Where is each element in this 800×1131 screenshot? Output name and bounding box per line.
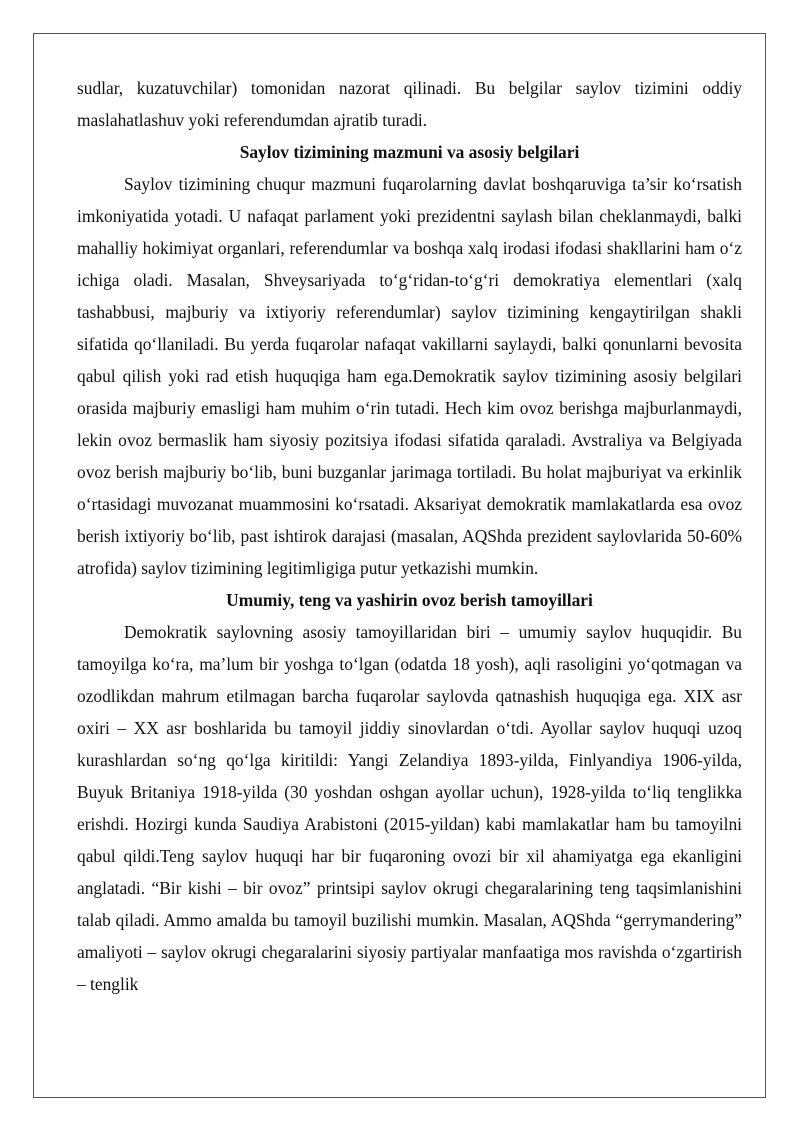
section-heading-principles: Umumiy, teng va yashirin ovoz berish tamoyillari (226, 590, 593, 610)
document-body (77, 72, 742, 1000)
section-paragraph-content: Saylov tizimining chuqur mazmuni fuqarolarning davlat boshqaruviga ta’sir ko‘rsatish imkoniyatida yotadi. U nafaqat parlament yoki prezidentni saylash bilan cheklanmaydi, balki mahalliy hokimiyat organlari, referendumlar va boshqa xalq irodasi ifodasi shakllarini ham o‘z ichiga oladi. Masalan, Shveysariyada to‘g‘ridan-to‘g‘ri demokratiya elementlari (xalq tashabbusi, majburiy va ixtiyoriy referendumlar) saylov tizimining kengaytirilgan shakli sifatida qo‘llaniladi. Bu yerda fuqarolar nafaqat vakillarni saylaydi, balki qonunlarni bevosita qabul qilish yoki rad etish huquqiga ham ega.Demokratik saylov tizimining asosiy belgilari orasida majburiy emasligi ham muhim o‘rin tutadi. Hech kim ovoz berishga majburlanmaydi, lekin ovoz bermaslik ham siyosiy pozitsiya ifodasi sifatida qaraladi. Avstraliya va Belgiyada ovoz berish majburiy bo‘lib, buni buzganlar jarimaga tortiladi. Bu holat majburiyat va erkinlik o‘rtasidagi muvozanat muammosini ko‘rsatadi. Aksariyat demokratik mamlakatlarda esa ovoz berish ixtiyoriy bo‘lib, past ishtirok darajasi (masalan, AQShda prezident saylovlarida 50-60% atrofida) saylov tizimining legitimligiga putur yetkazishi mumkin. (77, 174, 742, 578)
section-paragraph-principles: Demokratik saylovning asosiy tamoyillaridan biri – umumiy saylov huquqidir. Bu tamoyilga ko‘ra, ma’lum bir yoshga to‘lgan (odatda 18 yosh), aqli rasoligini yo‘qotmagan va ozodlikdan mahrum etilmagan barcha fuqarolar saylovda qatnashish huquqiga ega. XIX asr oxiri – XX asr boshlarida bu tamoyil jiddiy sinovlardan o‘tdi. Ayollar saylov huquqi uzoq kurashlardan so‘ng qo‘lga kiritildi: Yangi Zelandiya 1893-yilda, Finlyandiya 1906-yilda, Buyuk Britaniya 1918-yilda (30 yoshdan oshgan ayollar uchun), 1928-yilda to‘liq tenglikka erishdi. Hozirgi kunda Saudiya Arabistoni (2015-yildan) kabi mamlakatlar ham bu tamoyilni qabul qildi.Teng saylov huquqi har bir fuqaroning ovozi bir xil ahamiyatga ega ekanligini anglatadi. “Bir kishi – bir ovoz” printsipi saylov okrugi chegaralarining teng taqsimlanishini talab qiladi. Ammo amalda bu tamoyil buzilishi mumkin. Masalan, AQShda “gerrymandering” amaliyoti – saylov okrugi chegaralarini siyosiy partiyalar manfaatiga mos ravishda o‘zgartirish – tenglik (77, 622, 742, 994)
section-heading-content: Saylov tizimining mazmuni va asosiy belgilari (239, 142, 580, 162)
intro-paragraph: sudlar, kuzatuvchilar) tomonidan nazorat qilinadi. Bu belgilar saylov tizimini oddiy maslahatlashuv yoki referendumdan ajratib turadi. (77, 78, 742, 130)
